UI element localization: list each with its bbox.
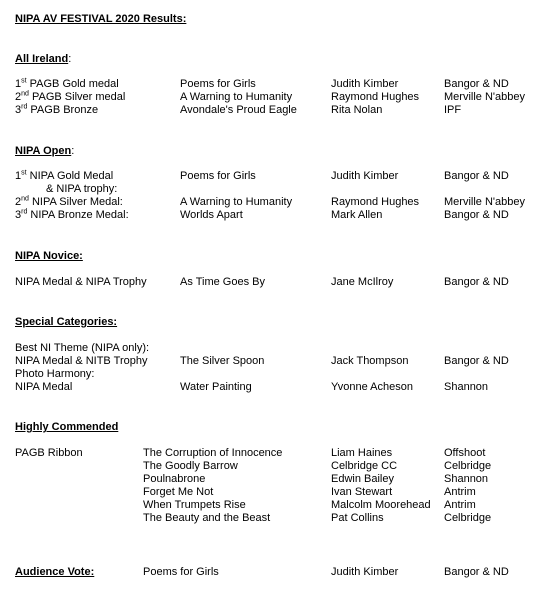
highly-commended-author: Ivan Stewart [331,486,393,498]
special-author-2: Yvonne Acheson [331,381,413,393]
highly-commended-author: Liam Haines [331,447,393,459]
nipa-open-author-1: Judith Kimber [331,170,399,182]
highly-commended-title: Forget Me Not [143,486,214,498]
nipa-open-title-1: Poems for Girls [180,170,256,182]
all-ireland-club-1: Bangor & ND [444,78,509,90]
all-ireland-club-3: IPF [444,104,462,116]
special-award-1: NIPA Medal & NITB Trophy [15,355,148,367]
special-award-2: NIPA Medal [15,381,73,393]
nipa-open-author-2: Raymond Hughes [331,196,420,208]
all-ireland-author-2: Raymond Hughes [331,91,420,103]
section-heading-audience-vote: Audience Vote: [15,566,95,578]
special-title-1: The Silver Spoon [180,355,265,367]
all-ireland-award-3: 3rd PAGB Bronze [15,103,99,116]
page-title: NIPA AV FESTIVAL 2020 Results: [15,13,187,25]
special-club-1: Bangor & ND [444,355,509,367]
nipa-open-author-3: Mark Allen [331,209,383,221]
highly-commended-club: Antrim [444,486,476,498]
section-heading-nipa-novice: NIPA Novice: [15,250,83,262]
nipa-novice-club: Bangor & ND [444,276,509,288]
nipa-novice-title: As Time Goes By [180,276,265,288]
all-ireland-club-2: Merville N'abbey [444,91,525,103]
nipa-open-award-2: 2nd NIPA Silver Medal: [15,195,123,208]
highly-commended-title: Poulnabrone [143,473,206,485]
all-ireland-award-1: 1st PAGB Gold medal [15,77,119,90]
all-ireland-author-1: Judith Kimber [331,78,399,90]
highly-commended-author: Malcolm Moorehead [331,499,431,511]
highly-commended-title: When Trumpets Rise [143,499,246,511]
highly-commended-author: Edwin Bailey [331,473,394,485]
section-heading-nipa-open: NIPA Open: [15,145,75,157]
highly-commended-club: Celbridge [444,512,492,524]
special-club-2: Shannon [444,381,489,393]
nipa-open-club-2: Merville N'abbey [444,196,525,208]
nipa-open-club-1: Bangor & ND [444,170,509,182]
highly-commended-club: Celbridge [444,460,492,472]
audience-vote-club: Bangor & ND [444,566,509,578]
special-category-label-1: Best NI Theme (NIPA only): [15,342,150,354]
all-ireland-title-2: A Warning to Humanity [180,91,293,103]
highly-commended-title: The Goodly Barrow [143,460,238,472]
highly-commended-author: Pat Collins [331,512,384,524]
all-ireland-title-3: Avondale's Proud Eagle [180,104,297,116]
highly-commended-award: PAGB Ribbon [15,447,83,459]
section-heading-highly-commended: Highly Commended [15,421,119,433]
highly-commended-club: Offshoot [444,447,486,459]
special-author-1: Jack Thompson [331,355,409,367]
special-title-2: Water Painting [180,381,252,393]
nipa-open-club-3: Bangor & ND [444,209,509,221]
highly-commended-club: Shannon [444,473,489,485]
all-ireland-title-1: Poems for Girls [180,78,256,90]
nipa-open-title-3: Worlds Apart [180,209,243,221]
special-category-label-2: Photo Harmony: [15,368,95,380]
nipa-open-title-2: A Warning to Humanity [180,196,293,208]
highly-commended-author: Celbridge CC [331,460,398,472]
nipa-open-award-1: 1st NIPA Gold Medal [15,169,114,182]
highly-commended-title: The Beauty and the Beast [143,512,271,524]
highly-commended-title: The Corruption of Innocence [143,447,283,459]
highly-commended-club: Antrim [444,499,476,511]
all-ireland-award-2: 2nd PAGB Silver medal [15,90,126,103]
nipa-open-award-3: 3rd NIPA Bronze Medal: [15,208,129,221]
section-heading-special-categories: Special Categories: [15,316,118,328]
all-ireland-author-3: Rita Nolan [331,104,383,116]
audience-vote-title: Poems for Girls [143,566,219,578]
section-heading-all-ireland: All Ireland: [15,53,72,65]
nipa-novice-award: NIPA Medal & NIPA Trophy [15,276,147,288]
nipa-open-award-1-line2: & NIPA trophy: [46,183,118,195]
audience-vote-author: Judith Kimber [331,566,399,578]
nipa-novice-author: Jane McIlroy [331,276,394,288]
